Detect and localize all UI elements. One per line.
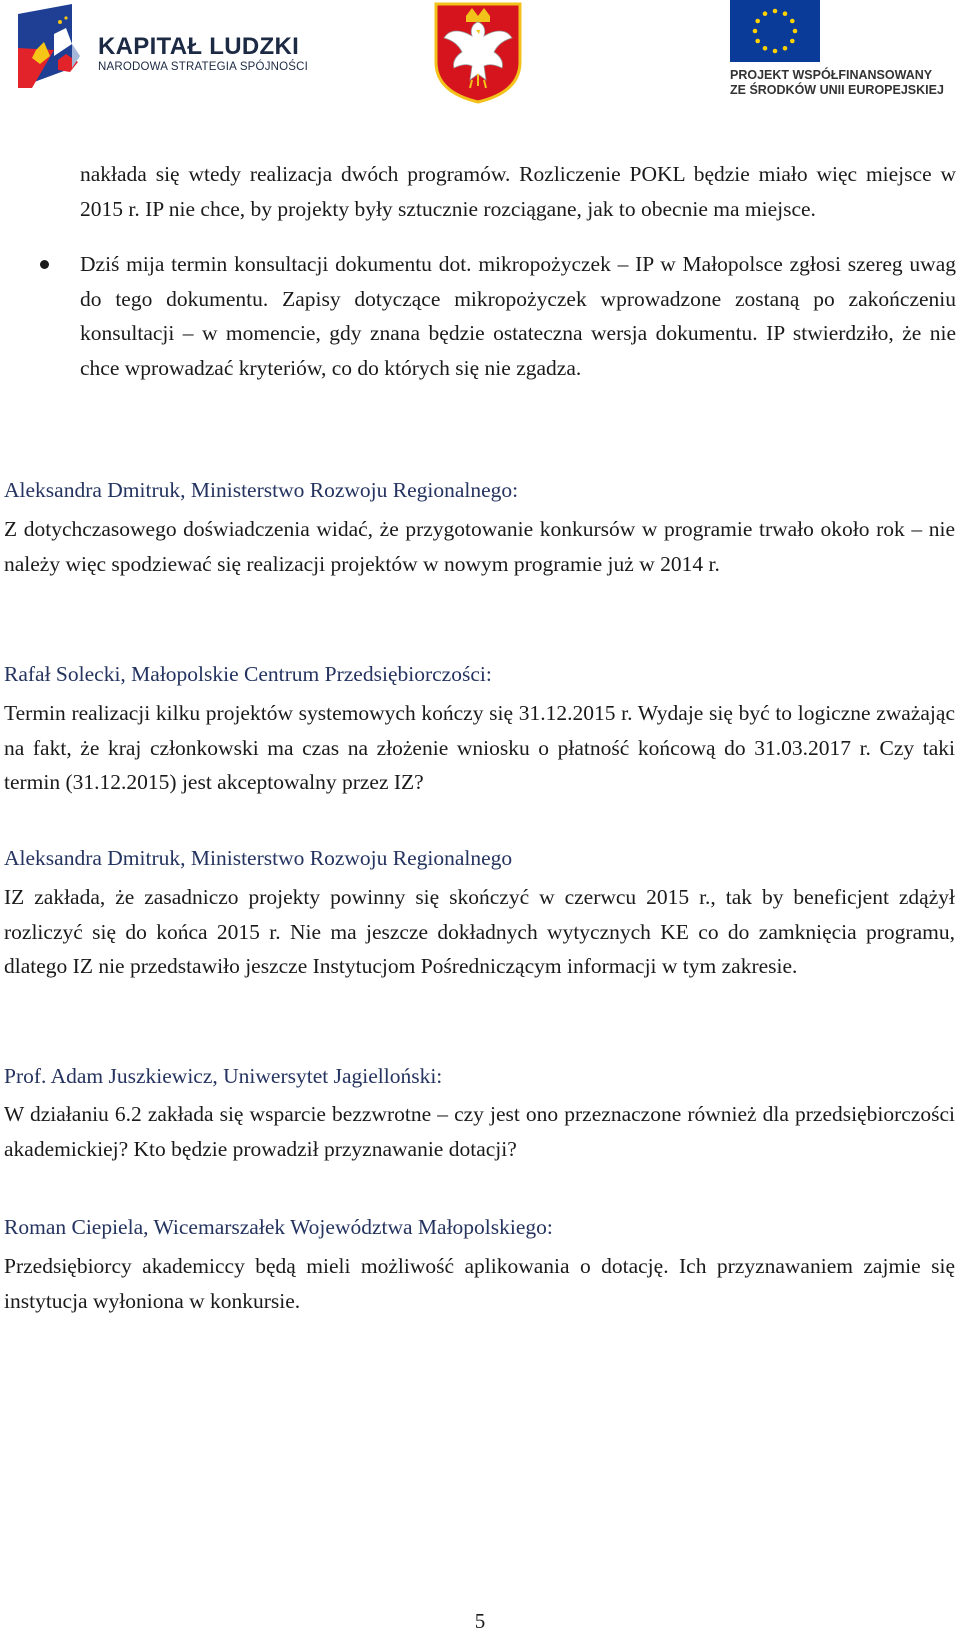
eu-cofinancing-logo (730, 0, 955, 104)
coat-of-arms (432, 0, 524, 104)
statement-paragraph: Z dotychczasowego doświadczenia widać, że przygotowanie konkursów w programie trwało około rok – nie należy więc spodziewać się realizacji projektów w nowym programie już w 2014 r. (4, 517, 955, 576)
speaker-heading: Rafał Solecki, Małopolskie Centrum Przedsiębiorczości: (4, 662, 492, 686)
speaker-heading: Prof. Adam Juszkiewicz, Uniwersytet Jagielloński: (4, 1064, 443, 1088)
kapital-ludzki-logo (14, 4, 314, 88)
kapital-ludzki-title: KAPITAŁ LUDZKI (98, 33, 300, 60)
statement-paragraph: IZ zakłada, że zasadniczo projekty powinny się skończyć w czerwcu 2015 r., tak by beneficjent zdążył rozliczyć się do końca 2015 r. Nie ma jeszcze dokładnych wytycznych KE co do zamknięcia programu, dlatego IZ nie przedstawiło jeszcze Instytucjom Pośredniczącym informacji w tym zakresie. (4, 885, 955, 978)
page-header (0, 0, 960, 110)
statement-paragraph: W działaniu 6.2 zakłada się wsparcie bezzwrotne – czy jest ono przeznaczone również dla przedsiębiorczości akademickiej? Kto będzie prowadził przyznawanie dotacji? (4, 1102, 955, 1161)
statement-paragraph: Przedsiębiorcy akademiccy będą mieli możliwość aplikowania o dotację. Ich przyznawaniem zajmie się instytucja wyłoniona w konkursie. (4, 1254, 955, 1313)
crowned-eagle-shield-icon (432, 0, 524, 104)
speaker-heading: Roman Ciepiela, Wicemarszałek Województwa Małopolskiego: (4, 1215, 553, 1239)
eu-logo-line1: PROJEKT WSPÓŁFINANSOWANY (730, 68, 933, 82)
bullet-icon (40, 260, 49, 269)
page-number: 5 (474, 1609, 486, 1633)
kapital-ludzki-subtitle: NARODOWA STRATEGIA SPÓJNOŚCI (98, 61, 309, 73)
continuation-paragraph: nakłada się wtedy realizacja dwóch programów. Rozliczenie POKL będzie miało więc miejsce w 2015 r. IP nie chce, by projekty były sztucznie rozciągane, jak to obecnie ma miejsce. (80, 162, 956, 221)
eu-logo-line2: ZE ŚRODKÓW UNII EUROPEJSKIEJ (730, 83, 944, 97)
speaker-heading: Aleksandra Dmitruk, Ministerstwo Rozwoju Regionalnego: (4, 478, 519, 502)
statement-paragraph: Termin realizacji kilku projektów systemowych kończy się 31.12.2015 r. Wydaje się być to logiczne zważając na fakt, że kraj członkowski ma czas na złożenie wniosku o płatność końcową do 31.03.2017 r. Czy taki termin (31.12.2015) jest akceptowalny przez IZ? (4, 701, 955, 794)
bullet-text: Dziś mija termin konsultacji dokumentu dot. mikropożyczek – IP w Małopolsce zgłosi szereg uwag do tego dokumentu. Zapisy dotyczące mikropożyczek wprowadzone zostaną po zakończeniu konsultacji – w momencie, gdy znana będzie ostateczna wersja dokumentu. IP stwierdziło, że nie chce wprowadzać kryteriów, co do których się nie zgadza. (80, 252, 956, 380)
eu-flag-icon (730, 0, 820, 62)
speaker-heading: Aleksandra Dmitruk, Ministerstwo Rozwoju Regionalnego (4, 846, 513, 870)
kapital-ludzki-emblem-icon (14, 4, 90, 92)
